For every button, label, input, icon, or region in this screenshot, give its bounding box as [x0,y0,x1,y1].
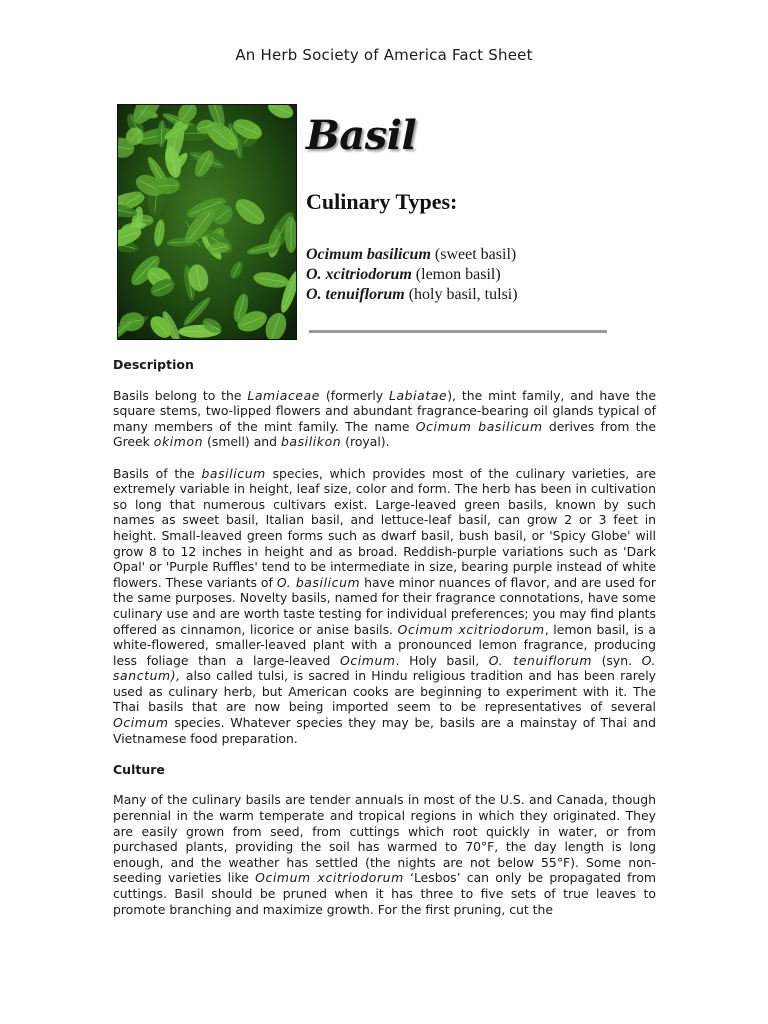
culinary-types-list [306,245,626,305]
description-paragraph-2: Basils of the basilicum species, which provides most of the culinary varieties, are extremely variable in height, leaf size, color and form. The herb has been in cultivation so long that numerous cultivars exist. Large-leaved green basils, known by such names as sweet basil, Italian basil, and lettuce-leaf basil, can grow 2 or 3 feet in height. Small-leaved green forms such as dwarf basil, bush basil, or 'Spicy Globe' will grow 8 to 12 inches in height and as broad. Reddish-purple variations such as 'Dark Opal' or 'Purple Ruffles' tend to be intermediate in size, bearing purple instead of white flowers. These variants of O. basilicum have minor nuances of flavor, and are used for the same purposes. Novelty basils, named for their fragrance connotations, have some culinary use and are worth taste testing for individual preferences; you may find plants offered as cinnamon, licorice or anise basils. Ocimum xcitriodorum, lemon basil, is a white-flowered, smaller-leaved plant with a pronounced lemon fragrance, producing less foliage than a large-leaved Ocimum. Holy basil, O. tenuiflorum (syn. O. sanctum), also called tulsi, is sacred in Hindu religious tradition and has been rarely used as culinary herb, but American cooks are beginning to experiment with it. The Thai basils that are now being imported seem to be representatives of several Ocimum species. Whatever species they may be, basils are a mainstay of Thai and Vietnamese food preparation. [113,465,657,746]
type-item: O. xcitriodorum (lemon basil) [306,266,501,283]
title-divider [309,330,607,333]
description-paragraph-1: Basils belong to the Lamiaceae (formerly Labiatae), the mint family, and have the square stems, two-lipped flowers and abundant fragrance-bearing oil glands typical of many members of the mint family. The name Ocimum basilicum derives from the Greek okimon (smell) and basilikon (royal). [113,387,656,450]
type-item: Ocimum basilicum (sweet basil) [306,246,517,263]
title-block [306,112,626,305]
body-content [113,357,656,933]
culinary-types-heading: Culinary Types: [306,189,458,214]
culture-paragraph-1: Many of the culinary basils are tender annuals in most of the U.S. and Canada, though perennial in the warm temperate and tropical regions in which they originated. They are easily grown from seed, from cuttings which root quickly in water, or from purchased plants, providing the soil has warmed to 70°F, the day length is long enough, and the weather has settled (the nights are not below 55°F). Some non-seeding varieties like Ocimum xcitriodorum ‘Lesbos’ can only be propagated from cuttings. Basil should be pruned when it has three to five sets of true leaves to promote branching and maximize growth. For the first pruning, cut the [113,792,657,917]
basil-photo [117,104,297,340]
type-item: O. tenuiflorum (holy basil, tulsi) [306,286,518,303]
page-header: An Herb Society of America Fact Sheet [235,46,533,64]
plant-title: Basil [306,112,417,159]
culture-heading: Culture [113,761,165,777]
description-heading: Description [113,357,194,372]
